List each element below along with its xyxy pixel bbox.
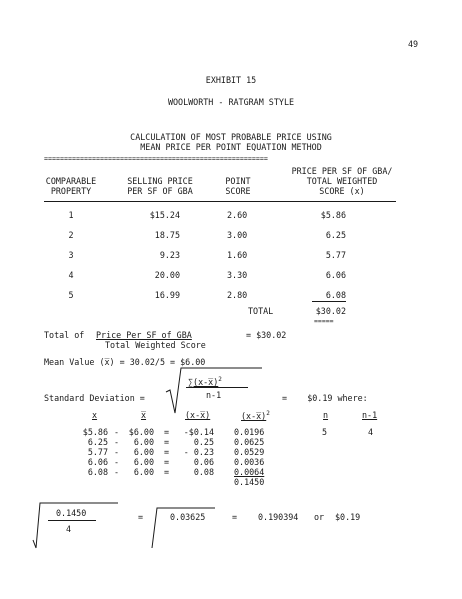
dev-sq: 0.0064 (234, 467, 265, 477)
sum-underline (312, 301, 346, 302)
dev-x: $5.86 (82, 427, 108, 437)
final-rounded: $0.19 (335, 512, 361, 522)
formula-denominator: Total Weighted Score (105, 340, 206, 350)
col-score-l1: POINT (225, 176, 251, 186)
dev-equals: = (164, 427, 170, 437)
final-value: 0.190394 (258, 512, 299, 522)
row-ppp: 6.06 (325, 270, 346, 280)
double-rule: ======================================================== (44, 155, 268, 163)
col-price-l2: PER SF OF GBA (127, 186, 193, 196)
final-or: or (314, 512, 325, 522)
row-price: 16.99 (154, 290, 180, 300)
col-ppp-l1: PRICE PER SF OF GBA/ (291, 166, 393, 176)
dev-xbar: 6.00 (133, 457, 154, 467)
row-ppp: 6.25 (325, 230, 346, 240)
dev-minus: - (114, 437, 120, 447)
dev-x: 6.25 (87, 437, 108, 447)
dev-minus: - (114, 447, 120, 457)
dev-header-x: x (92, 410, 98, 420)
row-price: 9.23 (159, 250, 180, 260)
row-score: 3.30 (227, 270, 248, 280)
row-score: 2.80 (227, 290, 248, 300)
row-price: 20.00 (154, 270, 180, 280)
row-comparable: 5 (68, 290, 74, 300)
dev-xbar: 6.00 (133, 447, 154, 457)
row-price: 18.75 (154, 230, 180, 240)
col-comparable-l2: PROPERTY (50, 186, 92, 196)
row-score: 1.60 (227, 250, 248, 260)
dev-header-n: n (323, 410, 329, 420)
total-double-rule: ===== (314, 317, 334, 325)
calc-title-line1: CALCULATION OF MOST PROBABLE PRICE USING (130, 132, 332, 142)
row-ppp: 6.08 (325, 290, 346, 300)
page-number: 49 (408, 39, 419, 49)
dev-equals: = (164, 457, 170, 467)
dev-x: 5.77 (87, 447, 108, 457)
total-of-label: Total of (44, 330, 85, 340)
dev-header-xbar: x̅ (141, 410, 147, 420)
std-dev-denominator: n-1 (206, 390, 222, 400)
dev-minus: - (114, 467, 120, 477)
dev-sq: 0.0036 (234, 457, 265, 467)
total-value: $30.02 (315, 306, 346, 316)
header-underline (44, 201, 396, 202)
calc-title-line2: MEAN PRICE PER POINT EQUATION METHOD (140, 142, 322, 152)
dev-sq: 0.0196 (234, 427, 265, 437)
sum-squares: 0.1450 (234, 477, 265, 487)
dev-equals: = (164, 467, 170, 477)
mean-value: Mean Value (x̅) = 30.02/5 = $6.00 (44, 357, 206, 367)
final-variance: 0.03625 (170, 512, 206, 522)
dev-x: 6.06 (87, 457, 108, 467)
row-ppp: $5.86 (320, 210, 346, 220)
row-comparable: 1 (68, 210, 74, 220)
dev-xbar: $6.00 (128, 427, 154, 437)
dev-equals: = (164, 447, 170, 457)
std-dev-result: = $0.19 where: (282, 393, 368, 403)
final-equals-1: = (138, 512, 144, 522)
final-fraction-bar (48, 520, 96, 521)
dev-x: 6.08 (87, 467, 108, 477)
dev-minus: - (114, 457, 120, 467)
std-dev-label: Standard Deviation = (44, 393, 145, 403)
dev-sq: 0.0529 (234, 447, 265, 457)
row-ppp: 5.77 (325, 250, 346, 260)
exhibit-subtitle: WOOLWORTH - RATGRAM STYLE (167, 97, 295, 107)
row-comparable: 3 (68, 250, 74, 260)
row-score: 3.00 (227, 230, 248, 240)
dev-xbar: 6.00 (133, 437, 154, 447)
dev-minus: - (114, 427, 120, 437)
final-denominator: 4 (66, 524, 72, 534)
std-dev-numerator: ∑(x-x̅)$^2$ (188, 376, 222, 387)
n-value: 5 (322, 427, 328, 437)
col-ppp-l2: TOTAL WEIGHTED (306, 176, 378, 186)
col-price-l1: SELLING PRICE (127, 176, 193, 186)
final-equals-2: = (232, 512, 238, 522)
col-comparable-l1: COMPARABLE (45, 176, 97, 186)
dev-xbar: 6.00 (133, 467, 154, 477)
dev-header-n1: n-1 (362, 410, 378, 420)
row-price: $15.24 (149, 210, 180, 220)
dev-diff: 0.25 (193, 437, 214, 447)
row-comparable: 2 (68, 230, 74, 240)
final-numerator: 0.1450 (56, 508, 87, 518)
n1-value: 4 (368, 427, 374, 437)
col-ppp-l3: SCORE (x) (319, 186, 365, 196)
dev-diff: - 0.23 (183, 447, 214, 457)
dev-sq: 0.0625 (234, 437, 265, 447)
dev-diff: -$0.14 (183, 427, 214, 437)
fraction-bar (186, 387, 248, 388)
dev-equals: = (164, 437, 170, 447)
formula-result: = $30.02 (246, 330, 287, 340)
dev-diff: 0.06 (193, 457, 214, 467)
dev-header-sq: (x-x̅)$^2$ (241, 410, 270, 421)
col-score-l2: SCORE (225, 186, 251, 196)
formula-numerator: Price Per SF of GBA (96, 330, 192, 340)
row-comparable: 4 (68, 270, 74, 280)
dev-diff: 0.08 (193, 467, 214, 477)
dev-header-diff: (x-x̅) (185, 410, 211, 420)
total-label: TOTAL (248, 306, 274, 316)
row-score: 2.60 (227, 210, 248, 220)
exhibit-title: EXHIBIT 15 (205, 75, 257, 85)
